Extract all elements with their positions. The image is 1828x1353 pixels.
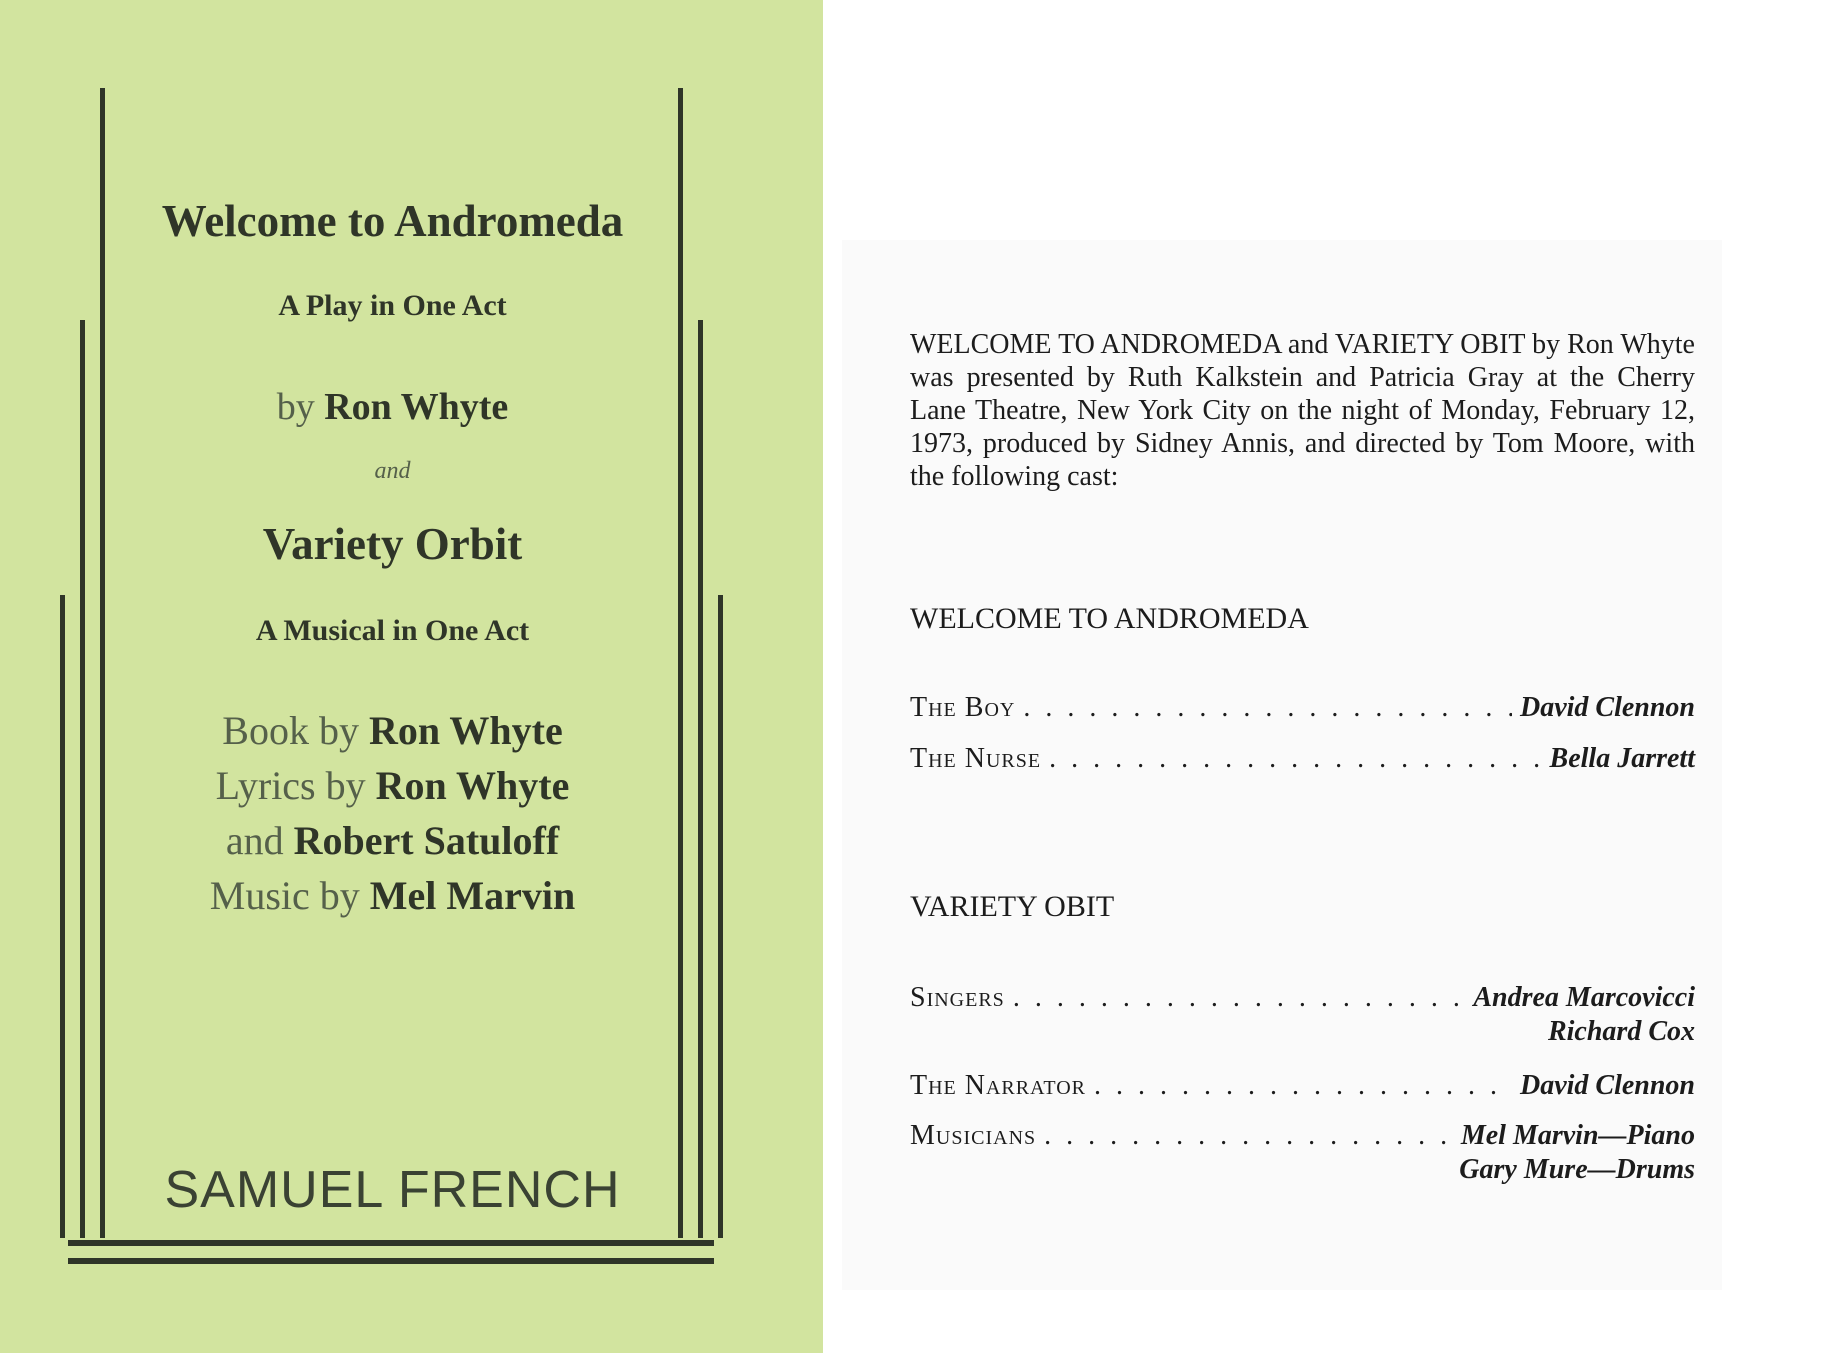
lyrics-credit — [0, 758, 785, 813]
publisher-name: SAMUEL FRENCH — [164, 1161, 621, 1219]
lyrics-author: Ron Whyte — [375, 763, 570, 808]
cover-title: Welcome to Andromeda — [161, 196, 624, 246]
section-heading-variety: VARIETY OBIT — [910, 890, 1115, 923]
role-name: Singers — [910, 982, 1005, 1013]
leader-dots — [1094, 1070, 1512, 1102]
music-credit — [0, 868, 785, 923]
book-credit — [0, 703, 785, 758]
book-author: Ron Whyte — [368, 708, 563, 753]
actor-name: Bella Jarrett — [1549, 743, 1695, 774]
frame-base-line — [68, 1258, 714, 1264]
cover-author: Ron Whyte — [324, 386, 509, 428]
cover-credits — [0, 703, 785, 923]
leader-dots — [1013, 982, 1466, 1014]
actor-name: David Clennon — [1519, 1070, 1695, 1101]
actor-name-2: Gary Mure—Drums — [1459, 1154, 1695, 1185]
book-prefix: Book by — [222, 708, 359, 753]
programme-page — [842, 240, 1722, 1290]
role-name: The Boy — [910, 692, 1016, 723]
music-prefix: Music by — [209, 873, 360, 918]
cover-byline — [0, 385, 785, 429]
cast-row — [910, 743, 1695, 775]
cast-row — [910, 982, 1695, 1014]
cover-subtitle-musical: A Musical in One Act — [255, 614, 530, 647]
music-author: Mel Marvin — [369, 873, 576, 918]
actor-name: Andrea Marcovicci — [1473, 982, 1695, 1013]
role-name: The Nurse — [910, 743, 1042, 774]
cast-row — [910, 1120, 1695, 1152]
leader-dots — [1049, 743, 1541, 775]
role-name: The Narrator — [910, 1070, 1086, 1101]
production-note: WELCOME TO ANDROMEDA and VARIETY OBIT by Ron Whyte was presented by Ruth Kalkstein and Patricia Gray at the Cherry Lane Theatre, New York City on the night of Monday, February 12, 1973, produced by Sidney Annis, and directed by Tom Moore, with the following cast: — [910, 329, 1695, 492]
lyrics-prefix: Lyrics by — [215, 763, 366, 808]
leader-dots — [1044, 1120, 1453, 1152]
cover-title-2: Variety Orbit — [262, 519, 523, 569]
book-cover — [0, 0, 823, 1353]
cast-row — [910, 1070, 1695, 1102]
section-heading-welcome: WELCOME TO ANDROMEDA — [910, 602, 1309, 635]
leader-dots — [1023, 692, 1512, 724]
actor-name-2: Richard Cox — [1547, 1016, 1695, 1047]
lyrics-credit-2 — [0, 813, 785, 868]
frame-base-line — [68, 1240, 714, 1246]
cast-row — [910, 692, 1695, 724]
role-name: Musicians — [910, 1120, 1037, 1151]
lyrics-author-2: Robert Satuloff — [293, 818, 560, 863]
lyrics-and: and — [225, 818, 284, 863]
by-prefix: by — [276, 386, 315, 428]
frame-line — [678, 88, 683, 1238]
actor-name: David Clennon — [1519, 692, 1695, 723]
cover-subtitle-play: A Play in One Act — [278, 289, 507, 322]
actor-name: Mel Marvin—Piano — [1460, 1120, 1695, 1151]
cover-conjunction: and — [374, 458, 411, 484]
frame-line — [100, 88, 105, 1238]
